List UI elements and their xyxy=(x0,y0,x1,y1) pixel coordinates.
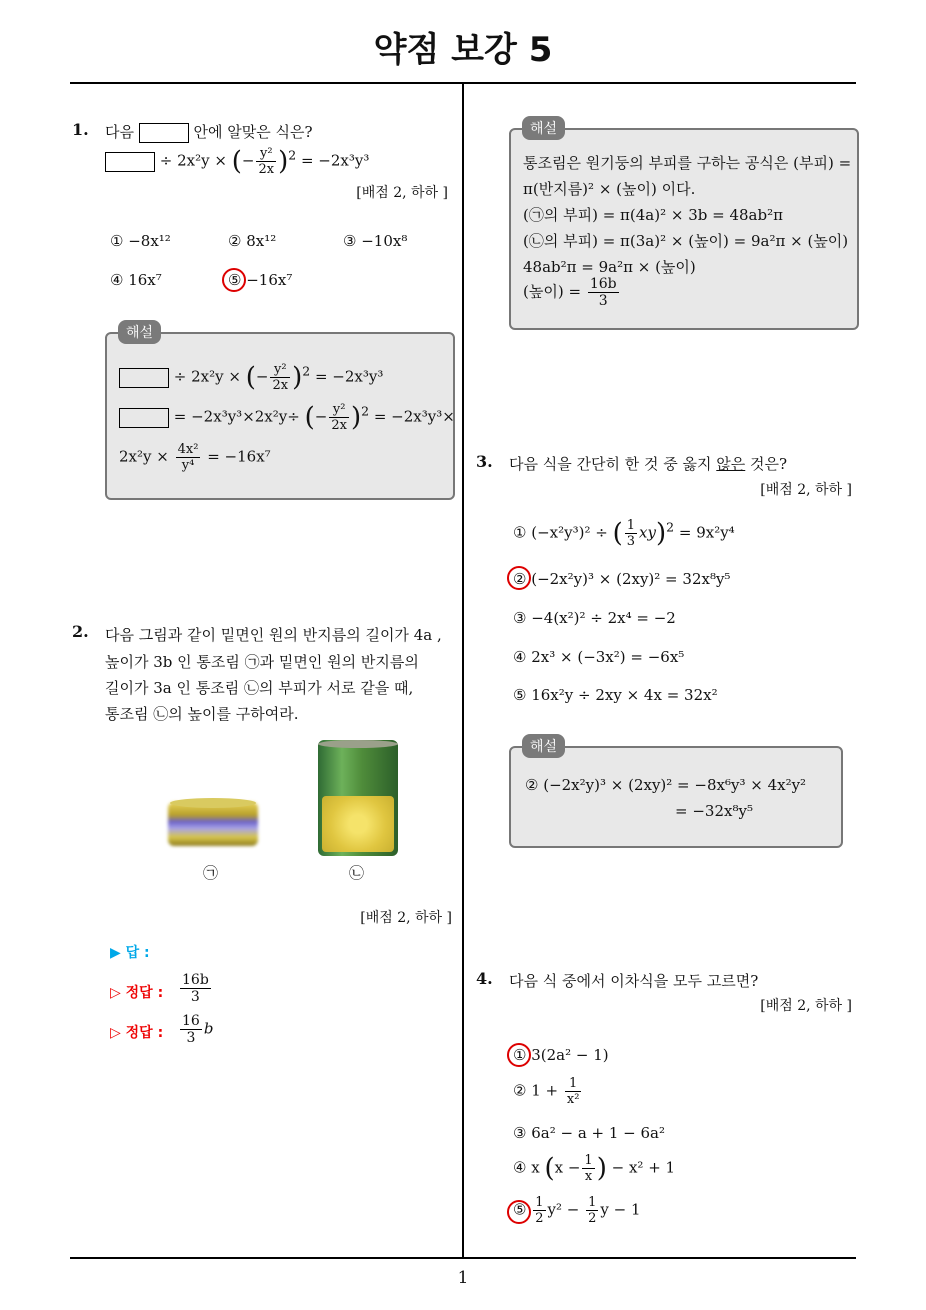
can-1-image xyxy=(168,798,258,850)
q1-sol-line-2: = −2x³y³×2x²y÷ (− $\frac{\text{y²}}{2x}$ )$^2$ = −2x³y³× xyxy=(119,402,455,433)
q3-choice-2[interactable]: ② (−2x²y)³ × (2xy)² = 32x⁸y⁵ xyxy=(513,570,731,588)
q1-choice-2[interactable]: ② 8x¹² xyxy=(228,232,277,250)
q3-number: 3. xyxy=(476,452,493,471)
q1-solution-box xyxy=(105,332,455,500)
q1-blank-box xyxy=(139,123,189,143)
q1-solution-tag: 해설 xyxy=(118,320,161,344)
q4-choice-3[interactable]: ③ 6a² − a + 1 − 6a² xyxy=(513,1124,666,1142)
q1-choice-3[interactable]: ③ −10x⁸ xyxy=(343,232,408,250)
q3-answer-mark xyxy=(507,566,531,590)
q4-number: 4. xyxy=(476,969,493,988)
page-title: 약점 보강 5 xyxy=(373,30,553,70)
q2-line-2: 높이가 3b 인 통조림 ㉠과 밑면인 원의 반지름의 xyxy=(105,653,419,671)
q1-choice-4[interactable]: ④ 16x⁷ xyxy=(110,271,162,289)
q2-score: [배점 2, 하하 ] xyxy=(360,910,452,926)
q2-sol-line-4: (㉡의 부피) = π(3a)² × (높이) = 9a²π × (높이) xyxy=(523,232,849,250)
q4-choice-1[interactable]: ① 3(2a² − 1) xyxy=(513,1046,609,1064)
q2-sol-line-1: 통조림은 원기둥의 부피를 구하는 공식은 (부피) = xyxy=(523,154,852,172)
q1-expr-b: = −2x³y³ xyxy=(300,151,370,170)
q4-answer-mark-1 xyxy=(507,1043,531,1067)
q2-sol-line-6: (높이) = $\frac{16b}{3}$ xyxy=(523,276,617,309)
q2-line-4: 통조림 ㉡의 높이를 구하여라. xyxy=(105,705,299,723)
q4-choice-5[interactable]: ⑤ $\frac{1}{2}$ y² − $\frac{1}{2}$ y − 1 xyxy=(513,1195,641,1226)
q3-solution-box xyxy=(509,746,843,848)
q1-text-before: 다음 xyxy=(105,123,134,141)
page-number: 1 xyxy=(457,1268,469,1288)
q2-solution-tag: 해설 xyxy=(522,116,565,140)
can-2-label: ㉡ xyxy=(349,864,365,882)
q3-choice-3[interactable]: ③ −4(x²)² ÷ 2x⁴ = −2 xyxy=(513,609,676,627)
column-divider xyxy=(462,82,464,1258)
bottom-rule xyxy=(70,1257,856,1259)
q2-line-3: 길이가 3a 인 통조림 ㉡의 부피가 서로 같을 때, xyxy=(105,679,414,697)
q2-number: 2. xyxy=(72,622,89,641)
q2-correct-label-2: ▷ 정답 : xyxy=(110,1025,164,1041)
q2-answer-label: ▶ 답 : xyxy=(110,945,150,961)
can-2-image xyxy=(318,740,398,856)
q2-sol-line-2: π(반지름)² × (높이) 이다. xyxy=(523,180,696,198)
q4-question: 다음 식 중에서 이차식을 모두 고르면? xyxy=(509,972,759,990)
q1-sol-line-1: ÷ 2x²y × (− $\frac{\text{y²}}{2x}$ )$^2$ = −2x³y³ xyxy=(119,362,383,393)
q2-sol-line-5: 48ab²π = 9a²π × (높이) xyxy=(523,258,696,276)
q1-answer-mark xyxy=(222,268,246,292)
q4-answer-mark-5 xyxy=(507,1200,531,1224)
q3-choice-5[interactable]: ⑤ 16x²y ÷ 2xy × 4x = 32x² xyxy=(513,686,718,704)
q1-choice-1[interactable]: ① −8x¹² xyxy=(110,232,171,250)
q1-text-after: 안에 알맞은 식은? xyxy=(193,123,313,141)
q3-solution-tag: 해설 xyxy=(522,734,565,758)
q1-blank-box-2 xyxy=(105,152,155,172)
q1-expression: ÷ 2x²y × (− $\frac{\text{y²}}{2x}$ )$^2$ = −2x³y³ xyxy=(105,146,369,177)
q2-correct-answer-2: $\frac{16}{3}$ b xyxy=(182,1013,214,1046)
q1-expr-a: ÷ 2x²y × xyxy=(159,151,227,170)
q3-underlined-word: 않은 xyxy=(716,455,746,473)
q2-sol-line-3: (㉠의 부피) = π(4a)² × 3b = 48ab²π xyxy=(523,206,783,224)
q4-choice-2[interactable]: ② 1 + $\frac{1}{\text{x²}}$ xyxy=(513,1076,580,1107)
q4-choice-4[interactable]: ④ x (x − $\frac{1}{x}$ ) − x² + 1 xyxy=(513,1153,676,1184)
q3-score: [배점 2, 하하 ] xyxy=(760,482,852,498)
q4-score: [배점 2, 하하 ] xyxy=(760,998,852,1014)
q1-number: 1. xyxy=(72,120,89,139)
q2-solution-box xyxy=(509,128,859,330)
q3-sol-line-2: = −32x⁸y⁵ xyxy=(675,802,753,820)
q3-question: 다음 식을 간단히 한 것 중 옳지 않은 것은? xyxy=(509,455,788,473)
q1-choice-5[interactable]: ⑤ −16x⁷ xyxy=(228,271,293,289)
q1-question xyxy=(105,121,313,143)
q3-sol-line-1: ② (−2x²y)³ × (2xy)² = −8x⁶y³ × 4x²y² xyxy=(525,776,807,794)
q3-choice-1[interactable]: ① (−x²y³)² ÷ ( $\frac{1}{3}$ xy)$^2$ = 9x²y⁴ xyxy=(513,518,735,549)
q2-line-1: 다음 그림과 같이 밑면인 원의 반지름의 길이가 4a , xyxy=(105,626,442,644)
q1-sol-line-3: 2x²y × $\frac{\text{4x²}}{\text{y⁴}}$ = −16x⁷ xyxy=(119,442,271,473)
q1-score: [배점 2, 하하 ] xyxy=(356,185,448,201)
q2-correct-label-1: ▷ 정답 : xyxy=(110,985,164,1001)
q1-expr-frac: $\frac{\text{y²}}{2x}$ xyxy=(258,146,275,177)
q2-correct-answer-1: $\frac{16b}{3}$ xyxy=(182,972,209,1005)
q3-choice-4[interactable]: ④ 2x³ × (−3x²) = −6x⁵ xyxy=(513,648,685,666)
can-1-label: ㉠ xyxy=(203,864,219,882)
